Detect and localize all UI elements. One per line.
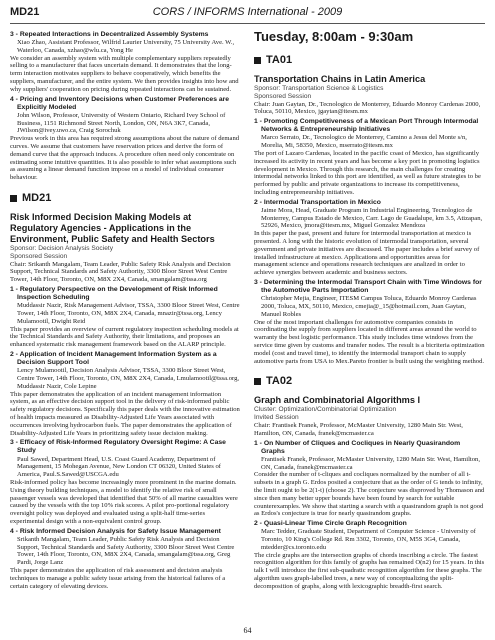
square-bullet-icon (10, 195, 17, 202)
session-type: Sponsored Session (10, 252, 68, 260)
session-code-header: MD21 (10, 6, 40, 18)
session-id (254, 375, 485, 387)
paper (254, 520, 485, 590)
paper-title: 1 - Promoting Competitiveness of a Mexican Port Through Intermodal Networks & Entrepreneurship Initiatives (254, 118, 479, 134)
paper-abstract: Risk-informed policy has become increasingly more prominent in the marine domain. Using theory building techniques, a model to identify the relative risk of small passenger vessels was developed that identified that 50% of all marine casualties were caused by the vessels with the top 10% risk scores. A pilot pro-portional regulatory oversight policy was deployed and evaluated using a split-half time-series experimental design with a non-equivalent control group. (10, 478, 238, 525)
session-sponsor: Sponsor: Decision Analysis Society (10, 245, 113, 253)
session-title: Graph and Combinatorial Algorithms I (254, 395, 421, 406)
session-id (10, 192, 241, 204)
paper-title: 4 - Pricing and Inventory Decisions when Customer Preferences are Explicitly Modeled (10, 95, 230, 111)
paper (10, 286, 241, 349)
paper (10, 31, 241, 94)
paper-abstract: We consider an assembly system with multiple complementary suppliers repeatedly selling to a manufacturer that faces uncertain demand. It demonstrates that the long-term interaction motivates suppliers to behave cooperatively, which benefits the suppliers, manufacturer, and the entire system. We then provides insights into how and why suppliers' cooperation on pricing during repeated interactions can be sustained. (10, 54, 239, 93)
paper-title: 2 - Quasi-Linear Time Circle Graph Recognition (254, 520, 407, 528)
session-id-label: TA01 (266, 54, 293, 66)
paper-abstract: One of the most important challenges for automotive companies consists in coordinating the supply from suppliers located in different areas around the world to warranty the best logistic performance. This study includes time windows from the service time given by customs and transfer nodes. The result is a bicriteria optimization model (cost and travel time), to identify the intermodal transport chain to supply automotive parts from USA to Mex.Pareto frontier is built using the weighting method. (254, 318, 485, 365)
paper-abstract: This paper demonstrates the application of an incident management information system, as an effective decision support tool in the delivery of risk-informed public safety regulatory decisions. Specifically this paper deals with the innovative estimation of health impacts measured as Disability-Adjusted Life Years associated with occurrences involving hydrocarbon fuels. The paper demonstrates the application of Disability-Adjusted Life Years in prioritizing safety issue decision making. (10, 390, 240, 437)
paper (254, 199, 485, 277)
page-header (10, 6, 485, 22)
session-id-label: MD21 (22, 192, 52, 205)
paper-title: 1 - Regulatory Perspective on the Development of Risk Informed Inspection Scheduling (10, 286, 218, 302)
paper-title: 3 - Repeated Interactions in Decentralized Assembly Systems (10, 31, 209, 38)
paper-authors: John Wilson, Professor, University of Western Ontario, Richard Ivey School of Business, 1151 Richmond Street North, London, ON, N6A 3K7, Canada, JWilson@ivey.uwo.ca, Craig Sorochuk (17, 111, 226, 135)
session-title: Transportation Chains in Latin America (254, 74, 426, 84)
paper-abstract: Consider the number of t-cliques and cocliques normalized by the number of all t-subsets in a graph G. Erdos posited a conjecture that as the order of G tends to infinity, the limit ought to be 2(1-t) (choose 2). The conjecture was disproved by Thomason and since then many better upper bounds have been found by search for suitable counterexamples. We show that starting a search with a quasirandom graph is not good as Erdos's conjecture is true for nearly quasirandom graphs. (254, 471, 485, 518)
paper-authors: Muddassir Nazir, Risk Management Advisor, TSSA, 3300 Bloor Street West, Centre Tower, 14th Floor, Toronto, ON, M8X 2X4, Canada, mnazir@tssa.org, Lency Mulamootil, Dwight Reid (17, 302, 240, 325)
header-rule (10, 23, 485, 24)
square-bullet-icon (254, 57, 261, 64)
paper-title: 1 - On Number of Cliques and Cocliques in Nearly Quasirandom Graphs (254, 439, 461, 455)
session-id-label: TA02 (266, 375, 293, 388)
paper-abstract: The circle graphs are the intersection graphs of chords inscribing a circle. The fastest recognition algorithm for this family of graphs has remained O(n2) for 15 years. In this talk I will introduce the first sub-quadratic recognition algorithm for these graphs. The algorithm uses graph-labelled trees, a new way of conceptualizing the split-decomposition of graphs, along with lexicographic breadth-first search. (254, 551, 485, 590)
paper-abstract: This paper demonstrates the application of risk assessment and decision analysis techniques to manage a public safety issue arising from the historical failures of a certain category of elevating devices. (10, 566, 226, 590)
paper-authors: Marco Serrato, Dr., Tecnologico de Monterrey, Camino a Jesus del Monte s/n, Morelia, Mi, 58350, Mexico, mserrato@itesm.mx (261, 134, 467, 150)
paper (10, 351, 241, 437)
paper-title: 2 - Application of Incident Management Information System as a Decision Support Tool (10, 350, 217, 367)
session-sponsor: Cluster: Optimization/Combinatorial Optimization (254, 406, 397, 414)
paper-abstract: Previous work in this area has required strong assumptions about the nature of demand curves. We assume that customers have reservation prices and derive the form of demand curve that the approach induces. A procedure often need only concentrate on estimating some intuitive quantities. It is also possible to infer what assumptions such as assuming a linear demand function impose on a model of individual consumer behaviour. (10, 135, 240, 182)
session-chair: Chair: Frantisek Franek, Professor, McMaster University, 1280 Main Str. West, Hamilton, ON, Canada, franek@mcmaster.ca (254, 421, 463, 437)
session-chair: Chair: Juan Gaytan, Dr., Tecnologico de Monterrey, Eduardo Monroy Cardenas 2000, Toluca, 50110, Mexico, jgaytan@itesm.mx (254, 100, 481, 116)
paper (10, 528, 241, 591)
page-number: 64 (243, 626, 252, 635)
paper-authors: Christopher Mejia, Engineer, ITESM Campus Toluca, Eduardo Monroy Cardenas 2000, Toluca, MX, 50110, Mexico, cmejia@_15@hotmail.com, Juan Gaytan, Manuel Robles (261, 295, 477, 318)
paper-authors: Xiao Zhao, Assistant Professor, Wilfrid Laurier University, 75 University Ave. W., Waterloo, Canada, xzhao@wlu.ca, Yong He (17, 39, 235, 54)
session-title: Risk Informed Decision Making Models at Regulatory Agencies - Applications in the Environment, Public Safety and Health Sectors (10, 212, 215, 245)
day-heading: Tuesday, 8:00am - 9:30am (254, 29, 414, 44)
paper (10, 439, 241, 525)
paper-authors: Frantisek Franek, Professor, McMaster University, 1280 Main Str. West, Hamilton, ON, Canada, franek@mcmaster.ca (261, 455, 480, 471)
paper-authors: Srikanth Mangalam, Team Leader, Public Safety Risk Analysis and Decision Support, Technical Standards and Safety Authority, 3300 Bloor Street West Centre Tower, 14th Floor, Toronto, ON, M8X 2X4, Canada, smangalam@tssa.org, Greg Pardi, Jorge Lanz (17, 535, 235, 567)
paper-title: 4 - Risk Informed Decision Analysis for Safety Issue Management (10, 527, 221, 535)
right-column (254, 29, 485, 591)
session-chair: Chair: Srikanth Mangalam, Team Leader, Public Safety Risk Analysis and Decision Support, Technical Standards and Safety Authority, 3300 Bloor Street West Centre Tower, 14th Floor, Toronto, ON, M8X 2X4, Canada, smangalam@tssa.org (10, 260, 231, 284)
session-id (254, 54, 485, 66)
paper-title: 3 - Efficacy of Risk-Informed Regulatory Oversight Regime: A Case Study (10, 439, 226, 455)
paper-abstract: In this paper the past, present and future for intermodal transportation at mexico is presented. A long with the historic evolution of intermodal transportation, several government and private initiatives are discussed. The paper includes a brief survey of installed infrastructure at mexico. Applications and opportunities areas for management science and operations research techniques are analized in order to achieve synergies between academic and business sectors. (254, 230, 480, 277)
conference-title-header: CORS / INFORMS International - 2009 (152, 6, 343, 18)
left-column (10, 29, 241, 590)
paper-authors: Marc Tedder, Graduate Student, Department of Computer Science - University of Toronto, 10 King's College Rd. Rm 3302, Toronto, ON, M5S 3G4, Canada, mtedder@cs.toronto.edu (261, 528, 476, 551)
paper (254, 118, 485, 197)
paper (254, 440, 485, 519)
session-type: Sponsored Session (254, 92, 312, 100)
paper (10, 96, 241, 182)
session-sponsor: Sponsor: Transportation Science & Logistics (254, 85, 384, 92)
paper-authors: Lency Mulamootil, Decision Analysis Advisor, TSSA, 3300 Bloor Street West, Centre Tower, 14th Floor, Toronto, ON, M8X 2X4, Canada, Lmulamootil@tssa.org, Muddassir Nazir, Cole Lepine (17, 367, 240, 390)
paper-authors: Paul Sawed, Department Head, U.S. Coast Guard Academy, Department of Management, 15 Mohegan Avenue, New London CT 06320, United States of America, Paul.S.Sawed@USCGA.edu (17, 455, 221, 479)
paper-abstract: This paper provides an overview of current regulatory inspection scheduling models at the Technical Standards and Safety Authority, their limitations, and proposes an enhanced systematic risk management framework based on the ALARP principle. (10, 325, 239, 349)
square-bullet-icon (254, 378, 261, 385)
paper-title: 2 - Intermodal Transportation in Mexico (254, 198, 381, 206)
paper-abstract: The port of Lazaro Cardenas, located in the pacific coast of Mexico, has significantly increased its activity in recent years and has become a key port in promoting logistics development in Mexico. Through this research, the main challenges for creating intermodal networks linked to this port are identified, as well as future strategies to be performed by public and private organizations to increase its competitiveness, including entrepreneurship initiatives. (254, 149, 481, 196)
paper-authors: Jaime Mora, Head, Graduate Program in Industrial Engineering, Tecnologico de Monterrey, Campus Estado de Mexico, Carr. Lago de Guadalupe, km 3.5, Atizapan, 52926, Mexico, jmora@itesm.mx, Miguel Gonzalez Mendoza (261, 206, 483, 230)
paper-title: 3 - Determining the Intermodal Transport Chain with Time Windows for the Automotive Parts Importation (254, 279, 482, 295)
session-type: Invited Session (254, 414, 299, 422)
paper (254, 279, 485, 365)
